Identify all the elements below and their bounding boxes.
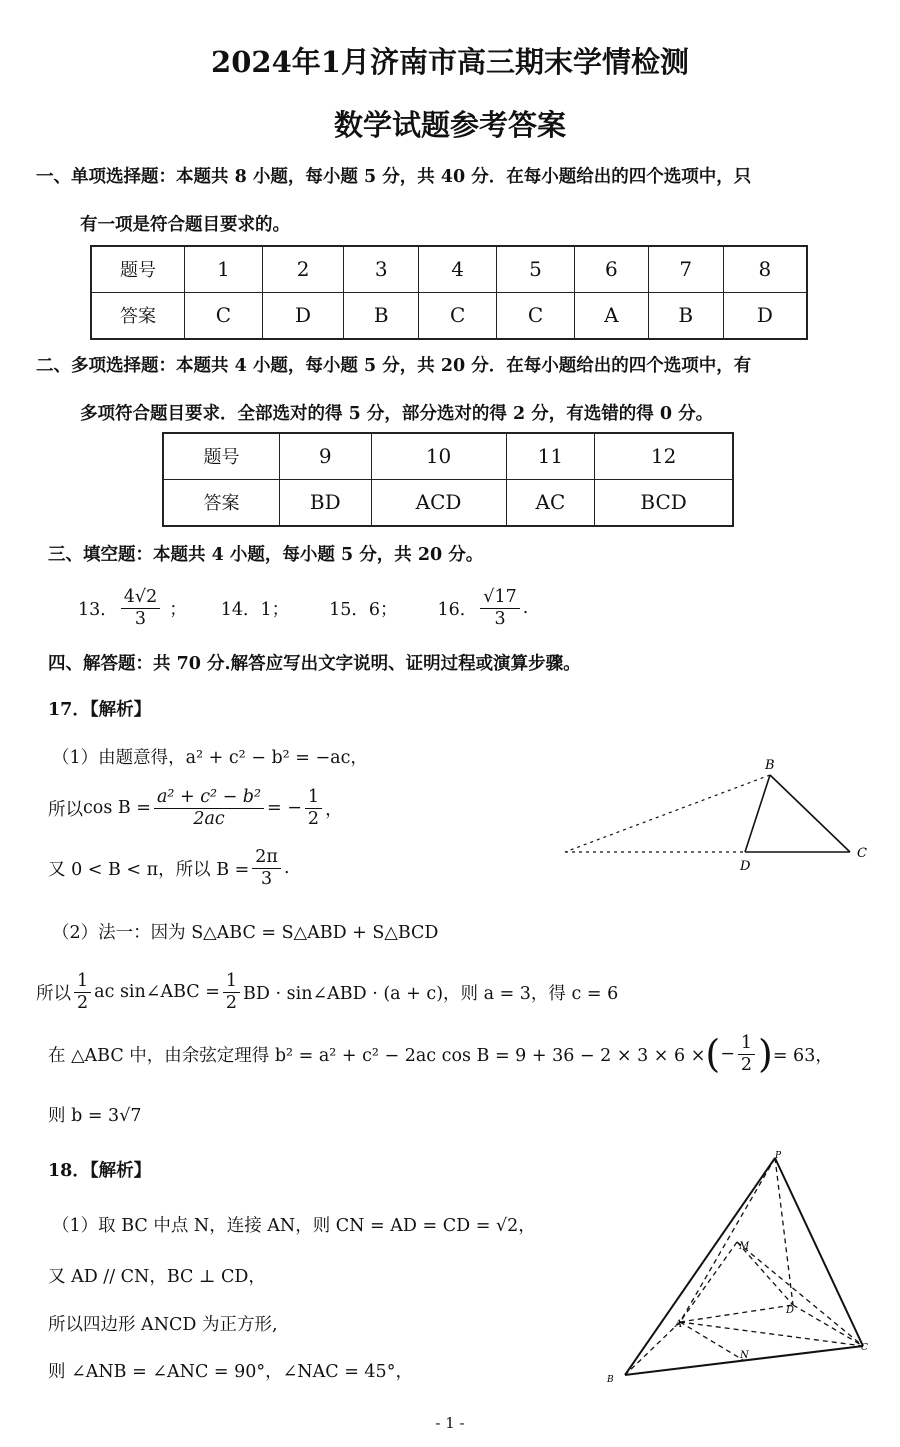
- page-number: - 1 -: [435, 1414, 465, 1432]
- half-fraction: [305, 787, 322, 830]
- cos-fraction: [154, 787, 264, 830]
- fill-answers: 13． $\frac{4√2}{3}$ ； 14．1； 15．6； 16． $\frac{√17}{3}$ .: [78, 586, 529, 629]
- table-cell: BD: [280, 479, 372, 526]
- q16-denominator: 3: [494, 608, 506, 629]
- table-cell: ACD: [371, 479, 506, 526]
- q13-fraction: [121, 587, 160, 630]
- section1-heading-cont: 有一项是符合题目要求的。: [80, 215, 290, 235]
- point-label-b: B: [607, 1375, 614, 1385]
- table-cell: 5: [497, 246, 575, 292]
- section2-heading: 二、多项选择题：本题共 4 小题，每小题 5 分，共 20 分．在每小题给出的四个选项中，有: [36, 356, 752, 376]
- page-subtitle: 数学试题参考答案: [333, 108, 566, 142]
- triangle-figure: [560, 755, 880, 875]
- table-cell: 10: [371, 433, 506, 479]
- q13-numerator: 4√2: [121, 587, 160, 609]
- text-span: ，: [325, 799, 343, 820]
- point-label-n: N: [740, 1350, 749, 1361]
- text-span: 所以: [36, 983, 71, 1004]
- q17-cosine-rule-line: 在 △ABC 中，由余弦定理得 b² = a² + c² − 2ac cos B = 9 + 36 − 2 × 3 × 6 × ( − $\frac{1}{2}$ ) = 63，: [48, 1032, 833, 1076]
- table-row-answers: [91, 292, 807, 339]
- half-numerator: 1: [74, 971, 91, 993]
- half-fraction-a: [74, 971, 91, 1014]
- table-label-q: 题号: [163, 433, 280, 479]
- text-span: = −: [267, 798, 302, 818]
- table-cell: BCD: [595, 479, 733, 526]
- table-cell: 6: [574, 246, 648, 292]
- point-label-a: A: [675, 1319, 683, 1330]
- q16-numerator: √17: [480, 587, 519, 609]
- point-label-m: M: [739, 1241, 750, 1252]
- q18-line3: 所以四边形 ANCD 为正方形,: [48, 1315, 278, 1335]
- table-cell: 8: [723, 246, 807, 292]
- text-span: 在 △ABC 中，由余弦定理得 b² = a² + c² − 2ac cos B = 9 + 36 − 2 × 3 × 6 ×: [48, 1045, 706, 1066]
- table-cell: AC: [506, 479, 595, 526]
- q18-line2: 又 AD // CN，BC ⊥ CD，: [48, 1267, 266, 1287]
- cos-numerator: a² + c² − b²: [154, 787, 264, 809]
- text-span: ac sin∠ABC =: [94, 982, 220, 1002]
- section3-heading: 三、填空题：本题共 4 小题，每小题 5 分，共 20 分。: [48, 545, 484, 565]
- angle-numerator: 2π: [252, 847, 281, 869]
- answer-table-multi: [162, 432, 734, 527]
- pyramid-figure: [595, 1150, 885, 1390]
- table-label-a: 答案: [163, 479, 280, 526]
- q17-result: 则 b = 3√7: [48, 1106, 142, 1126]
- q16-label: 16．: [437, 599, 478, 620]
- q13-denominator: 3: [134, 608, 147, 629]
- q17-angle-line: [48, 842, 290, 894]
- half-numerator: 1: [223, 971, 240, 993]
- table-row-answers: [163, 479, 733, 526]
- point-label-p: P: [775, 1151, 782, 1161]
- q18-line4: 则 ∠ANB = ∠ANC = 90°，∠NAC = 45°，: [48, 1362, 413, 1382]
- q17-cos-line: [48, 780, 343, 836]
- q17-header: 17．【解析】: [48, 700, 152, 720]
- half-denominator: 2: [740, 1054, 752, 1075]
- cos-denominator: 2ac: [193, 808, 225, 829]
- q13-label: 13．: [78, 599, 118, 620]
- point-label-d: D: [786, 1305, 795, 1316]
- section4-heading: 四、解答题：共 70 分.解答应写出文字说明、证明过程或演算步骤。: [48, 654, 581, 674]
- point-label-b: B: [765, 758, 775, 773]
- text-span: cos B =: [83, 798, 151, 818]
- point-label-c: C: [861, 1343, 868, 1353]
- half-numerator: 1: [305, 787, 322, 809]
- half-denominator: 2: [225, 992, 238, 1013]
- table-cell: 12: [595, 433, 733, 479]
- table-cell: 9: [280, 433, 372, 479]
- text-span: BD · sin∠ABD · (a + c)，则 a = 3，得 c = 6: [243, 983, 619, 1004]
- table-cell: 4: [419, 246, 497, 292]
- table-cell: 1: [185, 246, 263, 292]
- table-cell: B: [648, 292, 723, 339]
- q15-answer: 15．6；: [329, 599, 398, 620]
- point-label-d: D: [740, 859, 751, 874]
- half-denominator: 2: [307, 808, 320, 829]
- table-row-questions: [91, 246, 807, 292]
- table-cell: D: [723, 292, 807, 339]
- table-cell: C: [185, 292, 263, 339]
- table-row-questions: [163, 433, 733, 479]
- q14-answer: 14．1；: [220, 599, 290, 620]
- text-span: .: [283, 858, 290, 878]
- neg-half-fraction: [738, 1033, 755, 1076]
- page-title: 2024年1月济南市高三期末学情检测: [211, 45, 689, 79]
- q18-header: 18．【解析】: [48, 1161, 152, 1181]
- q17-part2: （2）法一：因为 S△ABC = S△ABD + S△BCD: [52, 923, 439, 943]
- section2-heading-cont: 多项符合题目要求．全部选对的得 5 分，部分选对的得 2 分，有选错的得 0 分。: [80, 404, 714, 424]
- point-label-c: C: [857, 846, 867, 861]
- table-label-q: 题号: [91, 246, 185, 292]
- table-cell: 3: [344, 246, 419, 292]
- table-cell: C: [497, 292, 575, 339]
- table-cell: D: [262, 292, 343, 339]
- text-span: = 63，: [772, 1045, 833, 1066]
- text-span: 又 0 < B < π，所以 B =: [48, 859, 250, 880]
- answer-table-single: [90, 245, 808, 340]
- table-label-a: 答案: [91, 292, 185, 339]
- angle-fraction: [252, 847, 281, 890]
- half-denominator: 2: [77, 992, 89, 1013]
- angle-denominator: 3: [261, 868, 273, 889]
- q17-area-line: [36, 966, 618, 1018]
- q17-part1: （1）由题意得，a² + c² − b² = −ac，: [52, 748, 368, 768]
- half-fraction-b: [223, 971, 240, 1014]
- q16-fraction: [480, 587, 519, 630]
- table-cell: 2: [262, 246, 343, 292]
- q18-part1: （1）取 BC 中点 N，连接 AN，则 CN = AD = CD = √2，: [52, 1216, 536, 1236]
- half-numerator: 1: [738, 1033, 755, 1055]
- table-cell: 11: [506, 433, 595, 479]
- table-cell: 7: [648, 246, 723, 292]
- table-cell: B: [344, 292, 419, 339]
- section1-heading: 一、单项选择题：本题共 8 小题，每小题 5 分，共 40 分．在每小题给出的四个选项中，只: [36, 167, 752, 187]
- table-cell: C: [419, 292, 497, 339]
- text-span: 所以: [48, 799, 83, 820]
- table-cell: A: [574, 292, 648, 339]
